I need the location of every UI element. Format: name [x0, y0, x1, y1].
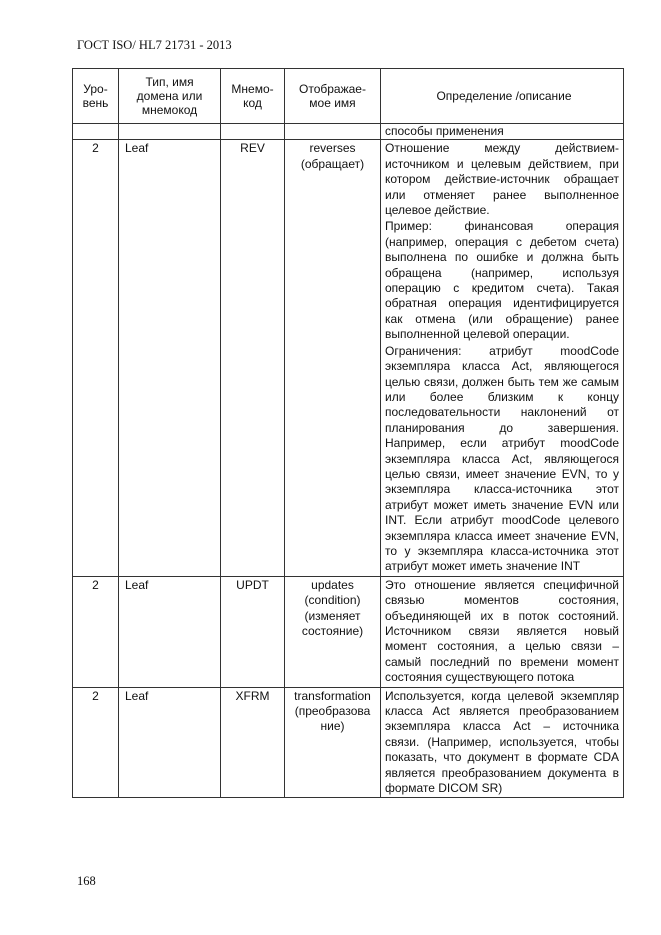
header-type-text: Тип, имя домена или мнемокод — [136, 75, 203, 117]
constraints-paragraph: Ограничения: атрибут moodCode экземпляра класса Act, являющегося целью связи, должен быть тем же самым или более близким к концу последовательности наклонений от планирования до завершения. Например, если атрибут moodCode экземпляра класса Act, являющегося целью связи, имеет значение EVN, то у экземпляра класса-источника этот атрибут может иметь значение EVN или INT. Если атрибут moodCode целевого экземпляра класса имеет значение EVN, то у экземпляра класса-источника этот атрибут может иметь значение INT — [385, 343, 619, 574]
header-display-name — [285, 69, 381, 124]
header-level-text: Уро- вень — [82, 82, 109, 110]
table-cell — [221, 124, 285, 140]
row-type: Leaf — [119, 576, 221, 687]
table-row — [73, 576, 624, 687]
row-definition — [381, 576, 624, 687]
header-type — [119, 69, 221, 124]
table-row — [73, 687, 624, 798]
row-definition — [381, 687, 624, 798]
row-mnemonic: UPDT — [221, 576, 285, 687]
definition-paragraph: Это отношение является специфичной связью моментов состояния, объединяющей их в поток состояний. Источником связи является новый момент состояния, а целью связи – самый последний по времени момент состояния существующего потока — [385, 577, 619, 685]
row-type: Leaf — [119, 687, 221, 798]
table-row — [73, 140, 624, 576]
continuation-text: способы применения — [381, 124, 624, 140]
terms-table — [72, 68, 624, 798]
row-mnemonic: REV — [221, 140, 285, 576]
header-mnemonic-text: Мнемо- код — [231, 82, 274, 110]
row-level: 2 — [73, 140, 119, 576]
document-header: ГОСТ ISO/ HL7 21731 - 2013 — [77, 38, 232, 52]
header-mnemonic — [221, 69, 285, 124]
page-number: 168 — [77, 874, 96, 888]
row-level: 2 — [73, 687, 119, 798]
definition-paragraph: Используется, когда целевой экземпляр класса Act является преобразованием экземпляра класса Act – источника связи. (Например, используется, чтобы показать, что документ в формате CDA является преобразованием документа в формате DICOM SR) — [385, 688, 619, 796]
row-level: 2 — [73, 576, 119, 687]
continuation-row — [73, 124, 624, 140]
definition-paragraph: Отношение между действием-источником и целевым действием, при котором действие-источник обращает или отменяет ранее выполненное целевое действие. — [385, 141, 619, 218]
header-display-text: Отображае- мое имя — [299, 82, 366, 110]
example-paragraph: Пример: финансовая операция (например, операция с дебетом счета) выполнена по ошибке и должна быть обращена (например, используя операцию с кредитом счета). Такая обратная операция идентифицируется как отмена (или обращение) ранее выполненной целевой операции. — [385, 219, 619, 342]
table-header-row — [73, 69, 624, 124]
row-definition — [381, 140, 624, 576]
row-type: Leaf — [119, 140, 221, 576]
row-mnemonic: XFRM — [221, 687, 285, 798]
header-level — [73, 69, 119, 124]
table-cell — [285, 124, 381, 140]
row-display-name: reverses (обращает) — [285, 140, 381, 576]
header-definition-text: Определение /описание — [436, 89, 572, 103]
row-display-name: updates (condition) (изменяет состояние) — [285, 576, 381, 687]
table-cell — [119, 124, 221, 140]
row-display-name: transformation (преобразова ние) — [285, 687, 381, 798]
table-cell — [73, 124, 119, 140]
header-definition — [381, 69, 624, 124]
